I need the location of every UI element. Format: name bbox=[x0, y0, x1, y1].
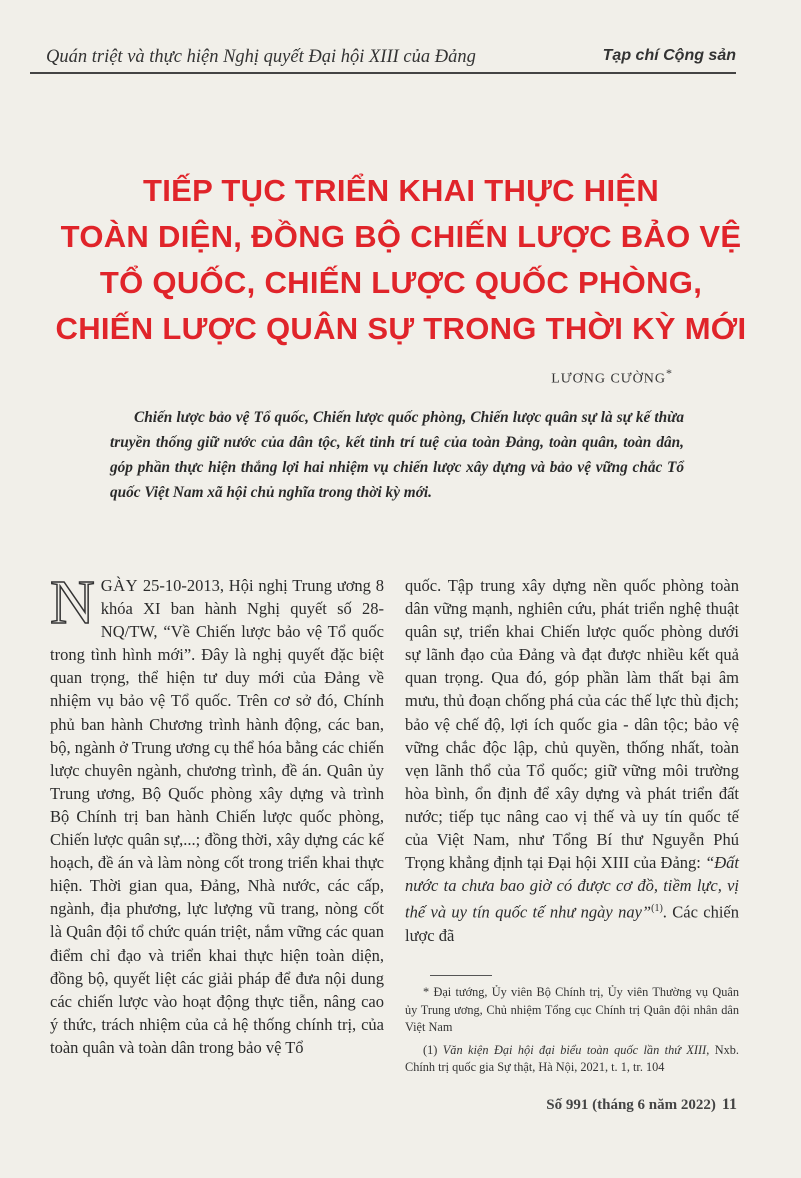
footnote-author: * Đại tướng, Ủy viên Bộ Chính trị, Ủy viên Thường vụ Quân ủy Trung ương, Chủ nhiệm Tổng cục Chính trị Quân đội nhân dân Việt Nam bbox=[405, 985, 739, 1034]
author-name: LƯƠNG CƯỜNG bbox=[551, 371, 666, 387]
footnote-1-title: Văn kiện Đại hội đại biểu toàn quốc lần thứ XIII bbox=[442, 1042, 707, 1057]
title-line-2: TOÀN DIỆN, ĐỒNG BỘ CHIẾN LƯỢC BẢO VỆ bbox=[60, 219, 742, 254]
quote: “Đất nước ta chưa bao giờ có được cơ đồ, tiềm lực, vị thế và uy tín quốc tế như ngày nay” bbox=[405, 853, 739, 922]
footnote-1 bbox=[405, 1042, 739, 1077]
footnote-1-num: (1) bbox=[423, 1042, 443, 1057]
quote-ref: (1) bbox=[651, 903, 663, 915]
abstract: Chiến lược bảo vệ Tổ quốc, Chiến lược quốc phòng, Chiến lược quân sự là sự kế thừa truyền thống giữ nước của dân tộc, kết tinh trí tuệ của toàn Đảng, toàn quân, toàn dân, góp phần thực hiện thắng lợi hai nhiệm vụ chiến lược xây dựng và bảo vệ vững chắc Tổ quốc Việt Nam xã hội chủ nghĩa trong thời kỳ mới. bbox=[110, 409, 684, 501]
footnote-rule bbox=[430, 975, 492, 976]
issue-info: Số 991 (tháng 6 năm 2022) bbox=[546, 1097, 716, 1113]
drop-cap: N bbox=[50, 569, 95, 637]
header-rule bbox=[30, 72, 736, 74]
page-footer bbox=[546, 1096, 737, 1114]
left-column-text: 25-10-2013, Hội nghị Trung ương 8 khóa XI ban hành Nghị quyết số 28-NQ/TW, “Về Chiến lược bảo vệ Tổ quốc trong tình hình mới”. Đây là nghị quyết đặc biệt quan trọng, thể hiện tư duy mới của Đảng về nhiệm vụ bảo vệ Tổ quốc. Trên cơ sở đó, Chính phủ ban hành Chương trình hành động, các ban, bộ, ngành ở Trung ương cụ thể hóa bằng các chiến lược chuyên ngành, chương trình, đề án. Quân ủy Trung ương, Bộ Quốc phòng xây dựng và trình Bộ Chính trị ban hành Chiến lược quốc phòng, Chiến lược quân sự,...; đồng thời, xây dựng các kế hoạch, đề án và làm nòng cốt trong triển khai thực hiện. Thời gian qua, Đảng, Nhà nước, các cấp, ngành, địa phương, lực lượng vũ trang, nòng cốt là Quân đội tổ chức quán triệt, nắm vững các quan điểm chỉ đạo và triển khai thực hiện toàn diện, đồng bộ, quyết liệt các giải pháp để đưa nội dung các chiến lược vào hoạt động thực tiễn, nâng cao ý thức, trách nhiệm của cả hệ thống chính trị, của toàn quân và toàn dân trong bảo vệ Tổ bbox=[50, 576, 384, 1057]
lead-caps: GÀY bbox=[100, 576, 139, 595]
article-title bbox=[30, 168, 772, 352]
body-column-left bbox=[50, 569, 384, 1059]
author-note-mark: * bbox=[666, 366, 673, 380]
body-column-right bbox=[405, 574, 739, 947]
running-header bbox=[30, 44, 736, 74]
right-column-tail: . Các chiến lược đã bbox=[405, 902, 739, 945]
title-line-3: TỔ QUỐC, CHIẾN LƯỢC QUỐC PHÒNG, bbox=[99, 265, 703, 300]
journal-name: Tạp chí Cộng sản bbox=[602, 47, 736, 64]
footnote-1-rest: , Nxb. Chính trị quốc gia Sự thật, Hà Nội, 2021, t. 1, tr. 104 bbox=[405, 1042, 739, 1074]
title-line-1: TIẾP TỤC TRIỂN KHAI THỰC HIỆN bbox=[142, 173, 660, 208]
footnotes bbox=[405, 984, 739, 1082]
author-byline bbox=[551, 366, 673, 388]
section-title: Quán triệt và thực hiện Nghị quyết Đại hội XIII của Đảng bbox=[46, 47, 476, 67]
page-number: 11 bbox=[721, 1096, 737, 1113]
right-column-text: quốc. Tập trung xây dựng nền quốc phòng toàn dân vững mạnh, nghiên cứu, phát triển nghệ thuật quân sự, triển khai Chiến lược quốc phòng dưới sự lãnh đạo của Đảng và đạt được nhiều kết quả quan trọng. Qua đó, góp phần làm thất bại âm mưu, thủ đoạn chống phá của các thế lực thù địch; bảo vệ chế độ, lợi ích quốc gia - dân tộc; bảo vệ vững chắc độc lập, chủ quyền, thống nhất, toàn vẹn lãnh thổ của Tổ quốc; giữ vững môi trường hòa bình, ổn định để xây dựng và phát triển đất nước; tiếp tục nâng cao vị thế và uy tín quốc tế của Việt Nam, như Tổng Bí thư Nguyễn Phú Trọng khẳng định tại Đại hội XIII của Đảng: bbox=[405, 576, 739, 873]
title-line-4: CHIẾN LƯỢC QUÂN SỰ TRONG THỜI KỲ MỚI bbox=[55, 311, 747, 346]
